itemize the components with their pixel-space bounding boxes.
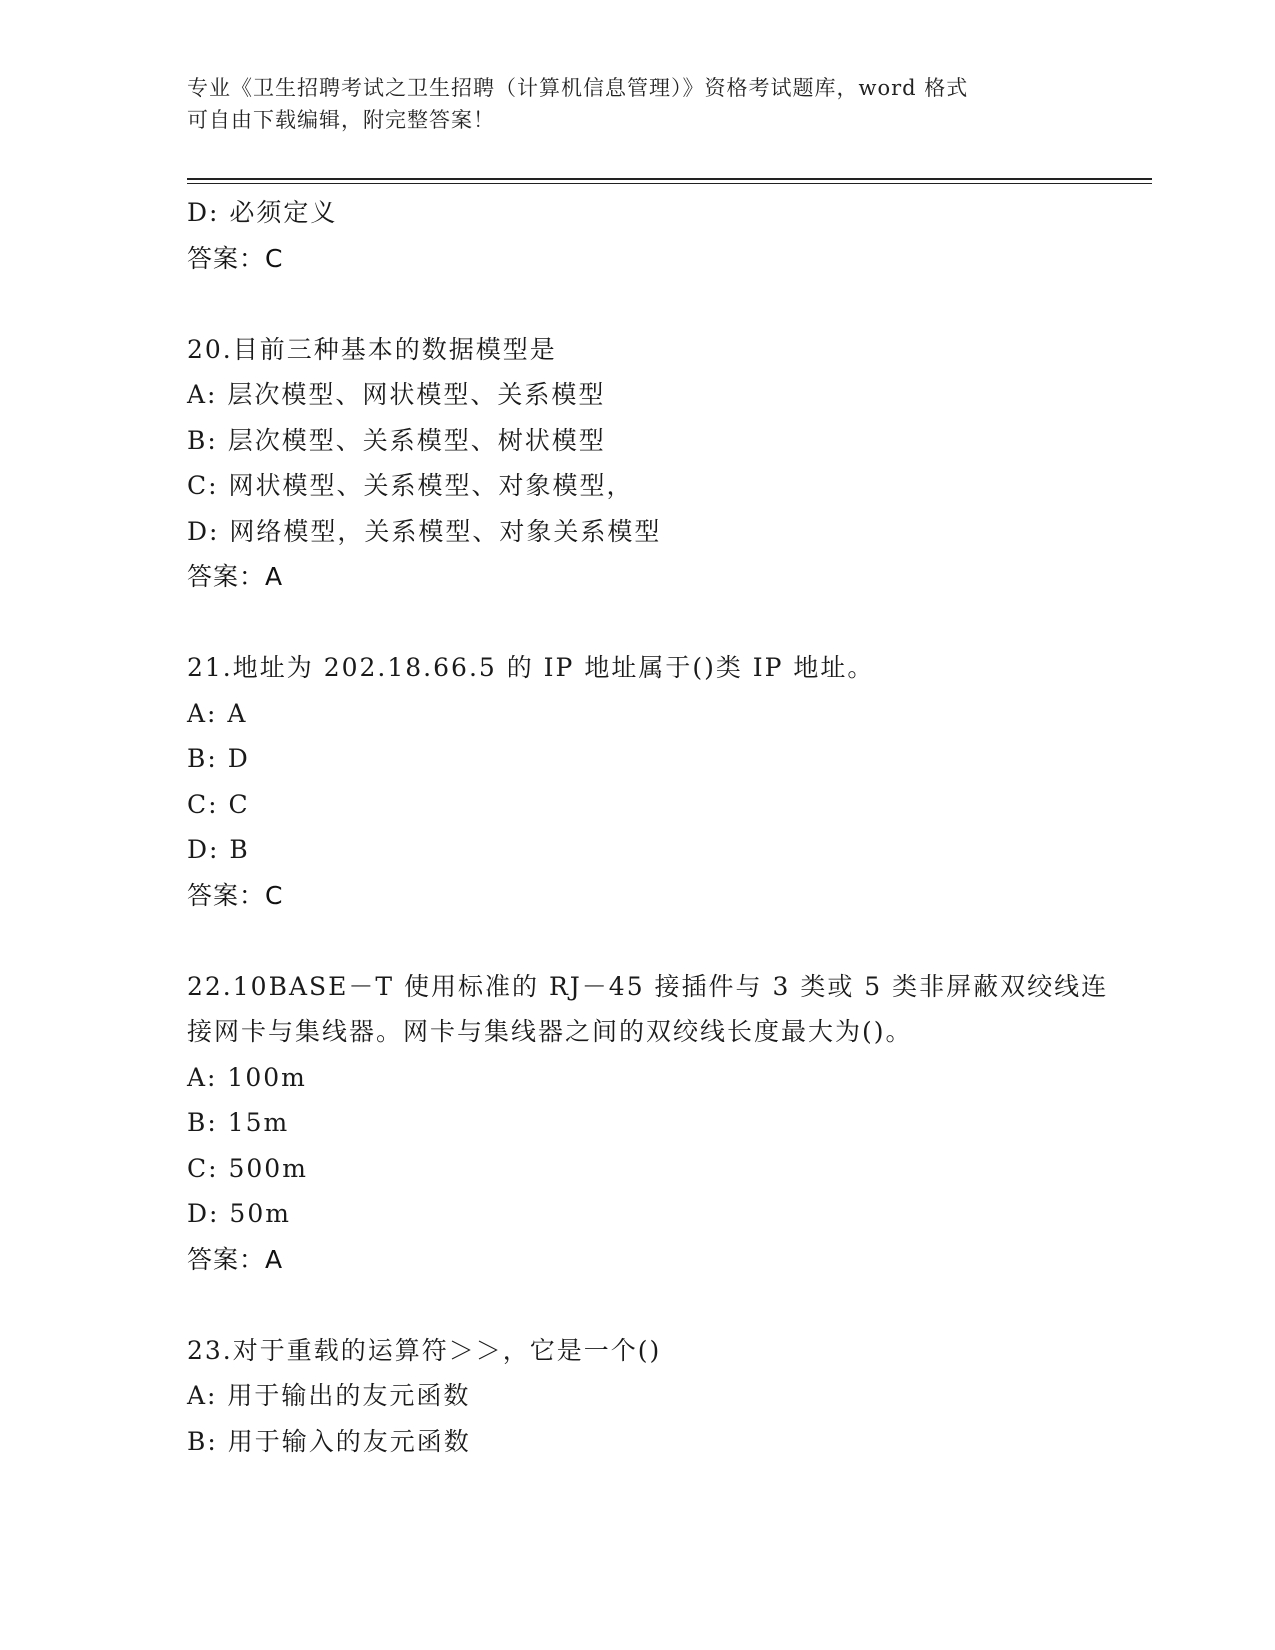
question-stem-continued: 接网卡与集线器。网卡与集线器之间的双绞线长度最大为()。 [187, 1017, 913, 1046]
answer-line: 答案：C [187, 880, 284, 910]
question-stem: 22.10BASE－T 使用标准的 RJ－45 接插件与 3 类或 5 类非屏蔽双绞线连 [187, 971, 1109, 1001]
option-a: A: 层次模型、网状模型、关系模型 [187, 380, 606, 409]
option-c: C: C [187, 789, 250, 819]
question-stem: 21.地址为 202.18.66.5 的 IP 地址属于()类 IP 地址。 [187, 653, 875, 682]
option-b: B: 15m [187, 1108, 290, 1137]
option-d: D: 50m [187, 1199, 291, 1228]
header-line-1: 专业《卫生招聘考试之卫生招聘（计算机信息管理）》资格考试题库，word 格式 [187, 76, 969, 100]
question-stem: 20.目前三种基本的数据模型是 [187, 334, 557, 364]
option-c: C: 网状模型、关系模型、对象模型， [187, 471, 634, 500]
spacer [187, 1282, 1152, 1328]
answer-line: 答案：C [187, 243, 284, 273]
question-stem: 23.对于重载的运算符＞＞，它是一个() [187, 1335, 662, 1365]
spacer [187, 281, 1152, 327]
header-line-2: 可自由下载编辑，附完整答案！ [187, 108, 495, 132]
header-divider-thick [187, 178, 1152, 180]
option-b: B: 用于输入的友元函数 [187, 1426, 471, 1456]
option-a: A: 用于输出的友元函数 [187, 1381, 471, 1410]
option-b: B: 层次模型、关系模型、树状模型 [187, 425, 606, 455]
option-a: A: 100m [187, 1062, 307, 1092]
answer-line: 答案：A [187, 562, 284, 591]
option-d: D: B [187, 835, 250, 864]
option-d: D: 必须定义 [187, 198, 338, 227]
document-header [187, 72, 1087, 136]
answer-line: 答案：A [187, 1244, 284, 1274]
header-divider-thin [187, 183, 1152, 184]
spacer [187, 600, 1152, 646]
option-c: C: 500m [187, 1153, 308, 1183]
question-list [187, 190, 1152, 1464]
option-d: D: 网络模型，关系模型、对象关系模型 [187, 516, 662, 546]
option-a: A: A [187, 698, 248, 728]
option-b: B: D [187, 744, 250, 773]
spacer [187, 918, 1152, 964]
